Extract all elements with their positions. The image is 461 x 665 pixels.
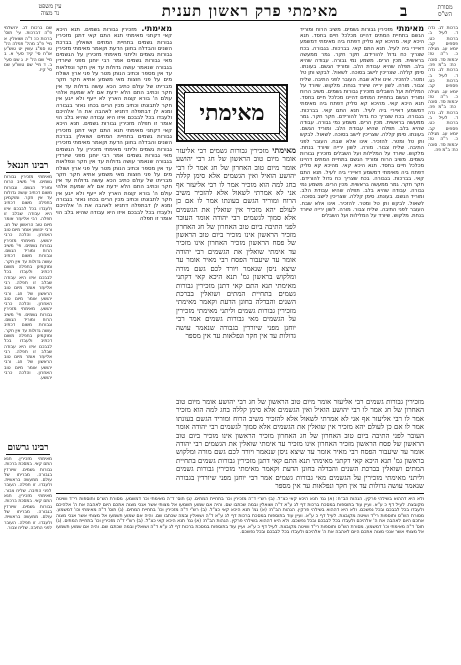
bottom-text: ולא היא דההוא בשילהי פרקין. הגהות הב"ח: (א) גמ' תנא היכא קאי כצ"ל. (ב) רש"י ד"ה מזכירין וכו' בתחיית המתים. (ג) תוס' ד"ה מאימתי וכו' דמשמע. מסורת הש"ס ותוספות רי"ד ושיטה מקובצת. לעיל דף כ ע"א. ועיין עוד בתוספות במסכת ברכות דף לג ע"א ד"ה ושואלין ובמה שכתבו שם. והיה אם שמוע תשמעו אל מצותי אשר אנכי מצוה אתכם היום לאהבה את ה' אלהיכם ולעבדו בכל לבבכם ובכל נפשכם. — [56, 497, 424, 513]
gershom-text-cont: מאימתי מזכירין. תנא התם קאי. במסכת ברכות. גבורות גשמים. שיורדין בגבורה. מבריתו של עולם. ממעשה בראשית. ולעבדו. זו תפלה. העובר לפני התיבה. שליח צבור. — [4, 494, 52, 531]
tosafot-text-cont: מזכירין גבורות גשמים. תנא היכא קאי דקתני מאימתי תנא התם קאי דתנן מזכירין גבורות גשמים בתחיית המתים ושואלין בברכת השנים והבדלה בחונן הדעת וקאמר מאימתי מזכירין גבורות גשמים וליתני מאימתי מזכירין על הגשמים מאי גבורות גשמים אמר רבי יוחנן מפני שיורדין בגבורה שנאמר עושה גדולות עד אין חקר ונפלאות עד אין מספר וכתיב הנותן מטר על פני ארץ ושולח מים על פני חוצות מאי משמע אתיא חקר חקר מבריתו של עולם כתיב הכא עושה גדולות עד אין חקר וכתיב התם הלא ידעת אם לא שמעת אלהי עולם ה' בורא קצות הארץ לא ייעף ולא ייגע אין חקר לתבונתו וכתיב מכין הרים בכחו נאזר בגבורה ומנא לן דבתפלה דתניא לאהבה את ה' אלהיכם ולעבדו בכל לבבכם איזו היא עבודה שהיא בלב הוי אומר זו תפלה — [56, 121, 172, 222]
left-margin-text: שם ברכות לג. ירושלמי פ"ה דברכות. עי' תוס' ברכות כו: ד"ה ושואלין. א מיי' פ"ב מהל' תפלה הל' טו סמ"ג עשין יט טוש"ע או"ח סי' קיד סעי' א. ב מיי' שם הל' יז. ג שם סעי' ב. ד מיי' שם טוש"ע שם סי' קיז. — [4, 26, 52, 74]
rashi-text: מזכירין גבורות גשמים. משיב הרוח ומוריד הגשם בתחיית המתים דהיינו מכלכל חיים בחסד. תנא היכא קאי. מהיכא קא סליק דפתח ביה מאימתי דמשמע דאיירי ביה לעיל. תנא התם קאי. בברכות. בגבורה. בכח שצריך כח גדול להורידם. חקר חקר. גמר ממעשה בראשית. מכין הרים. משמע נמי גבורה. עבודה שהיא בלב. תפלה שהיא עבודת הלב. ומוריד הגשם. בעונתו. סימן קללה. שצריכין לישב בסוכה. לשאול. לבקש ותן טל ומטר. להזכיר. אינו אלא שבח. העובר לפני התיבה. שליח צבור. מורה. לשון ירייה שיורד בנחת. מלקוש. שיורד על המלילות ועל השבלים — [300, 27, 424, 96]
chananel-rule — [6, 172, 50, 173]
rabbeinu-gershom-column — [4, 457, 52, 587]
chananel-text: מאימתי מזכירין גבורות גשמים. פי' משיב הרוח ומוריד הגשם. וגבורות משום דכתיב עושה גדולות עד אין חקר. ומוקמינן בתפלה משום דכתיב ולעבדו בכל לבבכם איזו היא עבודה שבלב זו תפלה. רבי אליעזר אומר מיום טוב הראשון של חג. ורבי יהושע אומר מיום טוב האחרון. והלכה כרבי יהושע. — [4, 175, 52, 244]
page-header — [0, 0, 461, 22]
header-rule — [20, 20, 440, 21]
opening-word: מאימתי — [199, 100, 265, 126]
ein-mishpat-label: עין משפט נר מצוה — [38, 3, 62, 17]
gemara-main-text — [176, 146, 296, 396]
right-margin-notes — [428, 26, 458, 616]
left-margin-notes — [4, 26, 52, 156]
chananel-text-cont2: מאימתי מזכירין גבורות גשמים. פי' משיב הרוח ומוריד הגשם. וגבורות משום דכתיב עושה גדולות עד אין חקר. ומוקמינן בתפלה משום דכתיב ולעבדו בכל לבבכם איזו היא עבודה שבלב זו תפלה. רבי אליעזר אומר מיום טוב הראשון של חג. ורבי יהושע אומר מיום טוב האחרון. והלכה כרבי יהושע. — [4, 307, 52, 382]
bottom-text-cont: ולא היא דההוא בשילהי פרקין. הגהות הב"ח: (א) גמ' תנא היכא קאי כצ"ל. (ב) רש"י ד"ה מזכירין וכו' בתחיית המתים. (ג) תוס' ד"ה מאימתי וכו' דמשמע. מסורת הש"ס ותוספות רי"ד ושיטה מקובצת. לעיל דף כ ע"א. ועיין עוד בתוספות במסכת ברכות דף לג ע"א ד"ה ושואלין ובמה שכתבו שם. והיה אם שמוע תשמעו אל מצותי אשר אנכי מצוה אתכם היום לאהבה את ה' אלהיכם ולעבדו בכל לבבכם ובכל נפשכם. — [56, 508, 424, 524]
tosafot-heading: מאימתי. — [136, 26, 172, 33]
main-text-lower: מזכירין גבורות גשמים רבי אליעזר אומר מיום טוב הראשון של חג רבי יהושע אומר מיום טוב האחרון של חג אמר לו רבי יהושע הואיל ואין הגשמים אלא סימן קללה בחג למה הוא מזכיר אמר לו רבי אליעזר אף אני לא אמרתי לשאול אלא להזכיר משיב הרוח ומוריד הגשם בעונתו אמר לו אם כן לעולם יהא מזכיר אין שואלין את הגשמים אלא סמוך לגשמים רבי יהודה אומר העובר לפני התיבה ביום טוב האחרון של חג האחרון מזכיר הראשון אינו מזכיר ביום טוב הראשון של פסח הראשון מזכיר האחרון אינו מזכיר עד אימתי שואלין את הגשמים רבי יהודה אומר עד שיעבור הפסח רבי מאיר אומר עד שיצא ניסן שנאמר ויורד לכם גשם מורה ומלקוש בראשון גמ' תנא היכא קאי דקתני מאימתי תנא התם קאי דתנן מזכירין גבורות גשמים בתחיית המתים ושואלין בברכת השנים והבדלה בחונן הדעת וקאמר מאימתי מזכירין גבורות גשמים וליתני מאימתי מזכירין על הגשמים מאי גבורות גשמים אמר רבי יוחנן מפני שיורדין בגבורה שנאמר עושה גדולות עד אין חקר ונפלאות עד אין מספר — [176, 398, 424, 490]
ornament-inner-panel — [184, 92, 280, 134]
rabbeinu-chananel-column — [4, 175, 52, 435]
mesoret-label: מסורת הש"ס — [437, 4, 453, 18]
tosafot-column — [56, 26, 172, 486]
ornamental-opening-frame — [176, 84, 288, 142]
gemara-main-text-lower — [176, 398, 424, 490]
gershom-rule — [6, 454, 50, 455]
chananel-text-cont: מאימתי מזכירין גבורות גשמים. פי' משיב הרוח ומוריד הגשם. וגבורות משום דכתיב עושה גדולות עד אין חקר. ומוקמינן בתפלה משום דכתיב ולעבדו בכל לבבכם איזו היא עבודה שבלב זו תפלה. רבי אליעזר אומר מיום טוב הראשון של חג. ורבי יהושע אומר מיום טוב האחרון. והלכה כרבי יהושע. — [4, 238, 52, 313]
rabbeinu-chananel-label: רבינו חננאל — [7, 161, 49, 171]
rashi-text-cont: מזכירין גבורות גשמים. משיב הרוח ומוריד הגשם בתחיית המתים דהיינו מכלכל חיים בחסד. תנא היכא קאי. מהיכא קא סליק דפתח ביה מאימתי דמשמע דאיירי ביה לעיל. תנא התם קאי. בברכות. בגבורה. בכח שצריך כח גדול להורידם. חקר חקר. גמר ממעשה בראשית. מכין הרים. משמע נמי גבורה. עבודה שהיא בלב. תפלה שהיא עבודת הלב. ומוריד הגשם. בעונתו. סימן קללה. שצריכין לישב בסוכה. לשאול. לבקש ותן טל ומטר. להזכיר. אינו אלא שבח. העובר לפני התיבה. שליח צבור. מורה. לשון ירייה שיורד בנחת. מלקוש. שיורד על המלילות ועל השבלים — [300, 89, 424, 158]
bottom-section-rule — [56, 493, 424, 494]
main-heading: מאימתי — [268, 146, 296, 155]
tosafot-text: מזכירין גבורות גשמים. תנא היכא קאי דקתני מאימתי תנא התם קאי דתנן מזכירין גבורות גשמים בתחיית המתים ושואלין בברכת השנים והבדלה בחונן הדעת וקאמר מאימתי מזכירין גבורות גשמים וליתני מאימתי מזכירין על הגשמים מאי גבורות גשמים אמר רבי יוחנן מפני שיורדין בגבורה שנאמר עושה גדולות עד אין חקר ונפלאות עד אין מספר וכתיב הנותן מטר על פני ארץ ושולח מים על פני חוצות מאי משמע אתיא חקר חקר מבריתו של עולם כתיב הכא עושה גדולות עד אין חקר וכתיב התם הלא ידעת אם לא שמעת אלהי עולם ה' בורא קצות הארץ לא ייעף ולא ייגע אין חקר לתבונתו וכתיב מכין הרים בכחו נאזר בגבורה ומנא לן דבתפלה דתניא לאהבה את ה' אלהיכם ולעבדו בכל לבבכם איזו היא עבודה שהיא בלב הוי אומר זו תפלה — [56, 27, 172, 128]
page-title: מאימתי פרק ראשון תענית — [161, 2, 339, 20]
right-margin-text-cont2: ברכות לג. נדה ד. לעיל ב. ברכות כט. פסחים קב. יומא עג. מגילה כ. ר"ה טז: יבמות סד. סוכה כח: ב"מ פה. — [428, 110, 458, 153]
right-margin-text-cont: ברכות לג. נדה ד. לעיל ב. ברכות כט. פסחים קב. יומא עג. מגילה כ. ר"ה טז: יבמות סד. סוכה כח: ב"מ פה. — [428, 68, 458, 111]
bottom-text-cont2: ולא היא דההוא בשילהי פרקין. הגהות הב"ח: (א) גמ' תנא היכא קאי כצ"ל. (ב) רש"י ד"ה מזכירין וכו' בתחיית המתים. (ג) תוס' ד"ה מאימתי וכו' דמשמע. מסורת הש"ס ותוספות רי"ד ושיטה מקובצת. לעיל דף כ ע"א. ועיין עוד בתוספות במסכת ברכות דף לג ע"א ד"ה ושואלין ובמה שכתבו שם. והיה אם שמוע תשמעו אל מצותי אשר אנכי מצוה אתכם היום לאהבה את ה' אלהיכם ולעבדו בכל לבבכם ובכל נפשכם. — [56, 519, 424, 535]
rashi-heading: מאימתי — [392, 26, 424, 33]
rashi-column — [300, 26, 424, 396]
folio-number: ב — [400, 2, 408, 20]
rashi-text-cont2: מזכירין גבורות גשמים. משיב הרוח ומוריד הגשם בתחיית המתים דהיינו מכלכל חיים בחסד. תנא היכא קאי. מהיכא קא סליק דפתח ביה מאימתי דמשמע דאיירי ביה לעיל. תנא התם קאי. בברכות. בגבורה. בכח שצריך כח גדול להורידם. חקר חקר. גמר ממעשה בראשית. מכין הרים. משמע נמי גבורה. עבודה שהיא בלב. תפלה שהיא עבודת הלב. ומוריד הגשם. בעונתו. סימן קללה. שצריכין לישב בסוכה. לשאול. לבקש ותן טל ומטר. להזכיר. אינו אלא שבח. העובר לפני התיבה. שליח צבור. מורה. לשון ירייה שיורד בנחת. מלקוש. שיורד על המלילות ועל השבלים — [300, 151, 424, 220]
bottom-commentary — [56, 497, 424, 647]
gershom-text: מאימתי מזכירין. תנא התם קאי. במסכת ברכות. גבורות גשמים. שיורדין בגבורה. מבריתו של עולם. ממעשה בראשית. ולעבדו. זו תפלה. העובר לפני התיבה. שליח צבור. — [4, 457, 52, 494]
right-margin-text: ברכות לג. נדה ד. לעיל ב. ברכות כט. פסחים קב. יומא עג. מגילה כ. ר"ה טז: יבמות סד. סוכה כח: ב"מ פה. — [428, 26, 458, 69]
rabbeinu-gershom-label: רבינו גרשום — [7, 443, 49, 453]
main-text: מזכירין גבורות גשמים רבי אליעזר אומר מיום טוב הראשון של חג רבי יהושע אומר מיום טוב האחרון של חג אמר לו רבי יהושע הואיל ואין הגשמים אלא סימן קללה בחג למה הוא מזכיר אמר לו רבי אליעזר אף אני לא אמרתי לשאול אלא להזכיר משיב הרוח ומוריד הגשם בעונתו אמר לו אם כן לעולם יהא מזכיר אין שואלין את הגשמים אלא סמוך לגשמים רבי יהודה אומר העובר לפני התיבה ביום טוב האחרון של חג האחרון מזכיר הראשון אינו מזכיר ביום טוב הראשון של פסח הראשון מזכיר האחרון אינו מזכיר עד אימתי שואלין את הגשמים רבי יהודה אומר עד שיעבור הפסח רבי מאיר אומר עד שיצא ניסן שנאמר ויורד לכם גשם מורה ומלקוש בראשון גמ' תנא היכא קאי דקתני מאימתי תנא התם קאי דתנן מזכירין גבורות גשמים בתחיית המתים ושואלין בברכת השנים והבדלה בחונן הדעת וקאמר מאימתי מזכירין גבורות גשמים וליתני מאימתי מזכירין על הגשמים מאי גבורות גשמים אמר רבי יוחנן מפני שיורדין בגבורה שנאמר עושה גדולות עד אין חקר ונפלאות עד אין מספר — [176, 147, 296, 340]
